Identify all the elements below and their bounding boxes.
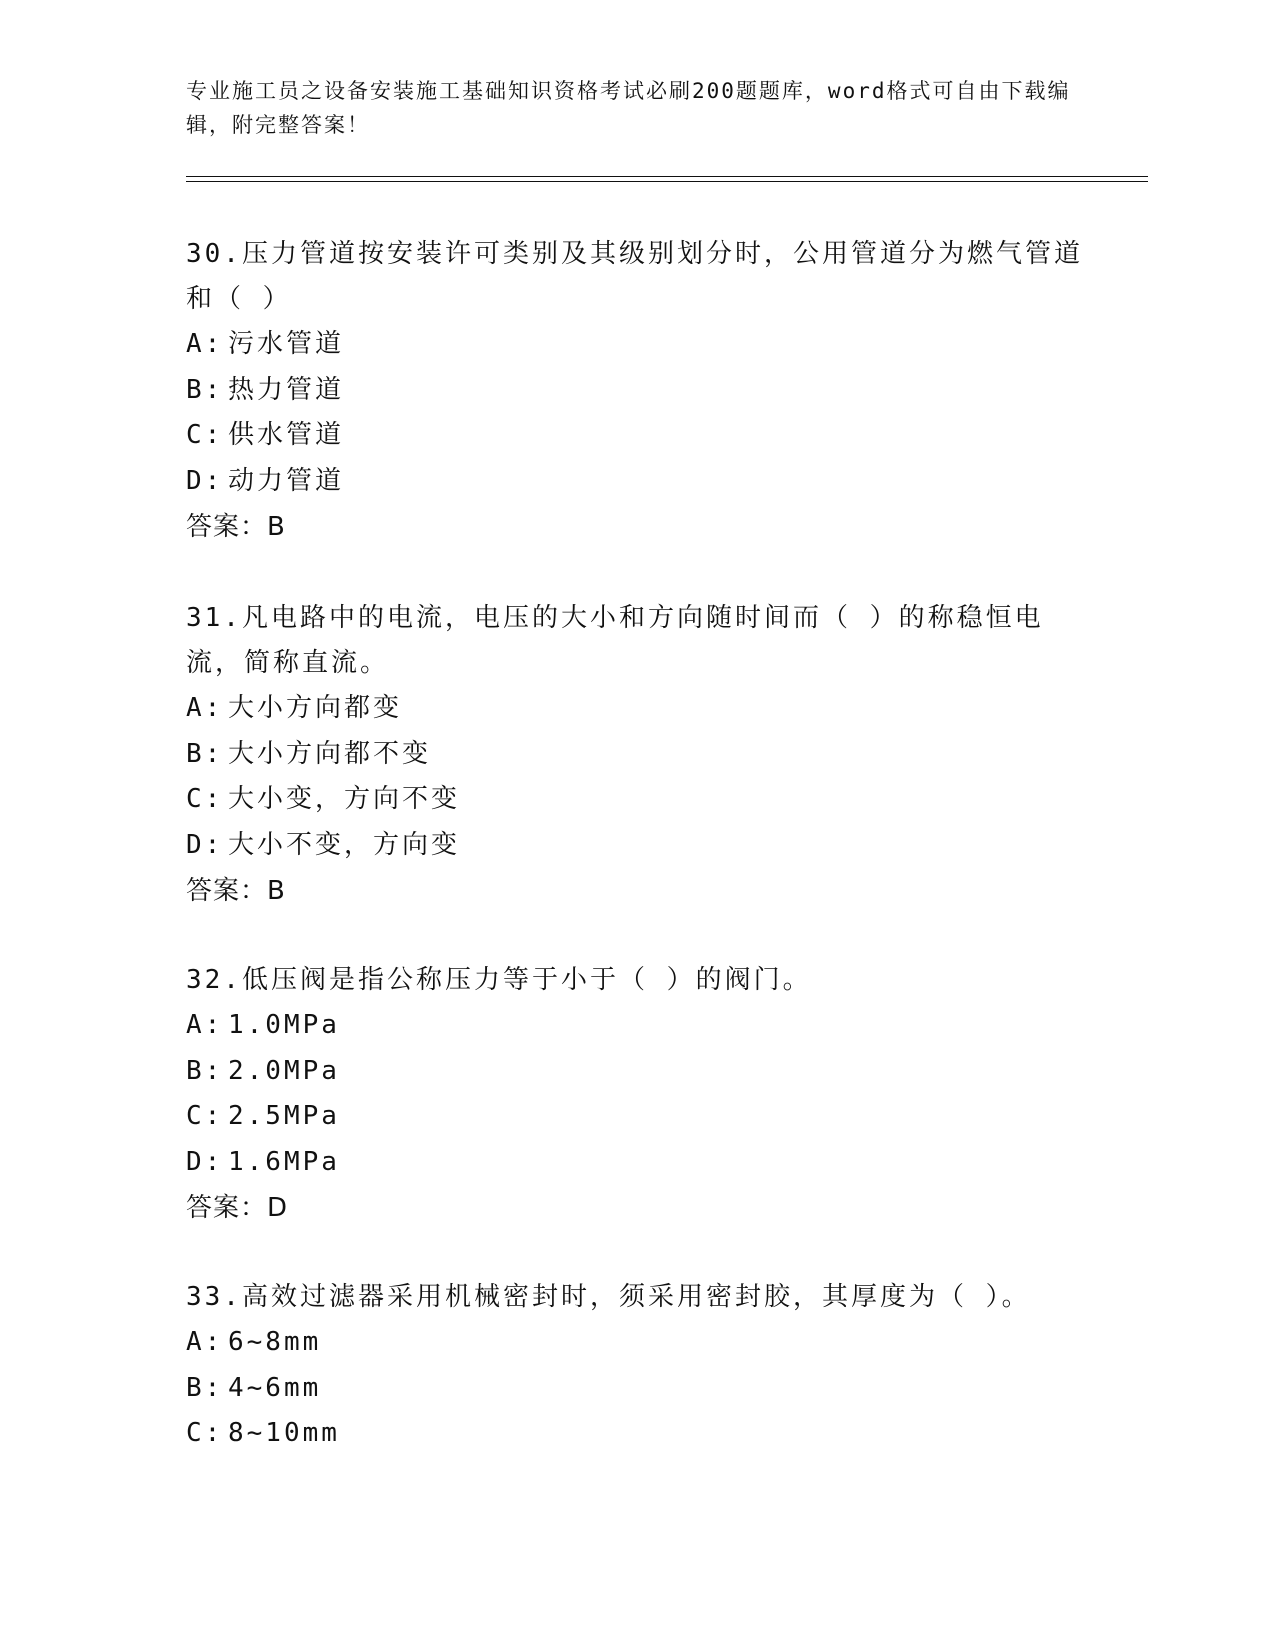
answer-line: 答案：D	[186, 1193, 289, 1223]
option-text: 2.5MPa	[228, 1101, 340, 1131]
option-b	[186, 1366, 1086, 1412]
option-a	[186, 686, 1086, 732]
option-text: 供水管道	[228, 420, 345, 450]
option-text: 2.0MPa	[228, 1055, 340, 1086]
option-text: 大小方向都不变	[228, 738, 432, 769]
question-text: 30.压力管道按安装许可类别及其级别划分时，公用管道分为燃气管道和（ ）	[186, 239, 1083, 314]
option-d	[186, 823, 1086, 869]
answer-line: 答案：B	[186, 512, 286, 542]
option-key: B:	[186, 738, 224, 769]
option-b	[186, 368, 1086, 414]
option-text: 1.6MPa	[228, 1146, 340, 1177]
option-key: C:	[186, 1418, 224, 1448]
option-d	[186, 1140, 1086, 1186]
question-32	[186, 958, 1086, 1231]
option-b	[186, 732, 1086, 778]
option-text: 大小变，方向不变	[228, 784, 461, 814]
answer-line: 答案：B	[186, 876, 286, 906]
option-text: 4~6mm	[228, 1372, 322, 1403]
option-text: 8~10mm	[228, 1418, 340, 1448]
option-c	[186, 1094, 1086, 1140]
document-header: 专业施工员之设备安装施工基础知识资格考试必刷200题题库，word格式可自由下载编辑，附完整答案！	[186, 79, 1071, 137]
option-text: 热力管道	[228, 374, 345, 405]
option-text: 大小不变，方向变	[228, 829, 461, 860]
option-a	[186, 1320, 1086, 1366]
question-31	[186, 596, 1086, 914]
option-key: C:	[186, 1101, 224, 1131]
option-key: D:	[186, 1146, 224, 1177]
option-key: B:	[186, 374, 224, 405]
question-text: 31.凡电路中的电流，电压的大小和方向随时间而（ ）的称稳恒电流，简称直流。	[186, 603, 1044, 678]
option-key: D:	[186, 829, 224, 860]
option-c	[186, 777, 1086, 823]
option-key: A:	[186, 1010, 224, 1040]
question-text: 32.低压阀是指公称压力等于小于（ ）的阀门。	[186, 965, 812, 995]
option-key: C:	[186, 420, 224, 450]
option-key: A:	[186, 1327, 224, 1357]
header-divider-bottom	[186, 181, 1148, 182]
option-key: A:	[186, 693, 224, 723]
option-text: 动力管道	[228, 465, 345, 496]
option-a	[186, 322, 1086, 368]
header-divider-top	[186, 176, 1148, 177]
option-d	[186, 459, 1086, 505]
option-text: 污水管道	[228, 329, 345, 359]
option-text: 6~8mm	[228, 1327, 322, 1357]
option-key: B:	[186, 1055, 224, 1086]
option-text: 大小方向都变	[228, 693, 403, 723]
option-key: C:	[186, 784, 224, 814]
option-b	[186, 1049, 1086, 1095]
option-key: D:	[186, 465, 224, 496]
option-text: 1.0MPa	[228, 1010, 340, 1040]
option-a	[186, 1003, 1086, 1049]
question-text: 33.高效过滤器采用机械密封时，须采用密封胶，其厚度为（ ）。	[186, 1282, 1031, 1312]
question-30	[186, 232, 1086, 550]
option-c	[186, 413, 1086, 459]
question-33	[186, 1275, 1086, 1457]
option-key: A:	[186, 329, 224, 359]
option-c	[186, 1411, 1086, 1457]
option-key: B:	[186, 1372, 224, 1403]
